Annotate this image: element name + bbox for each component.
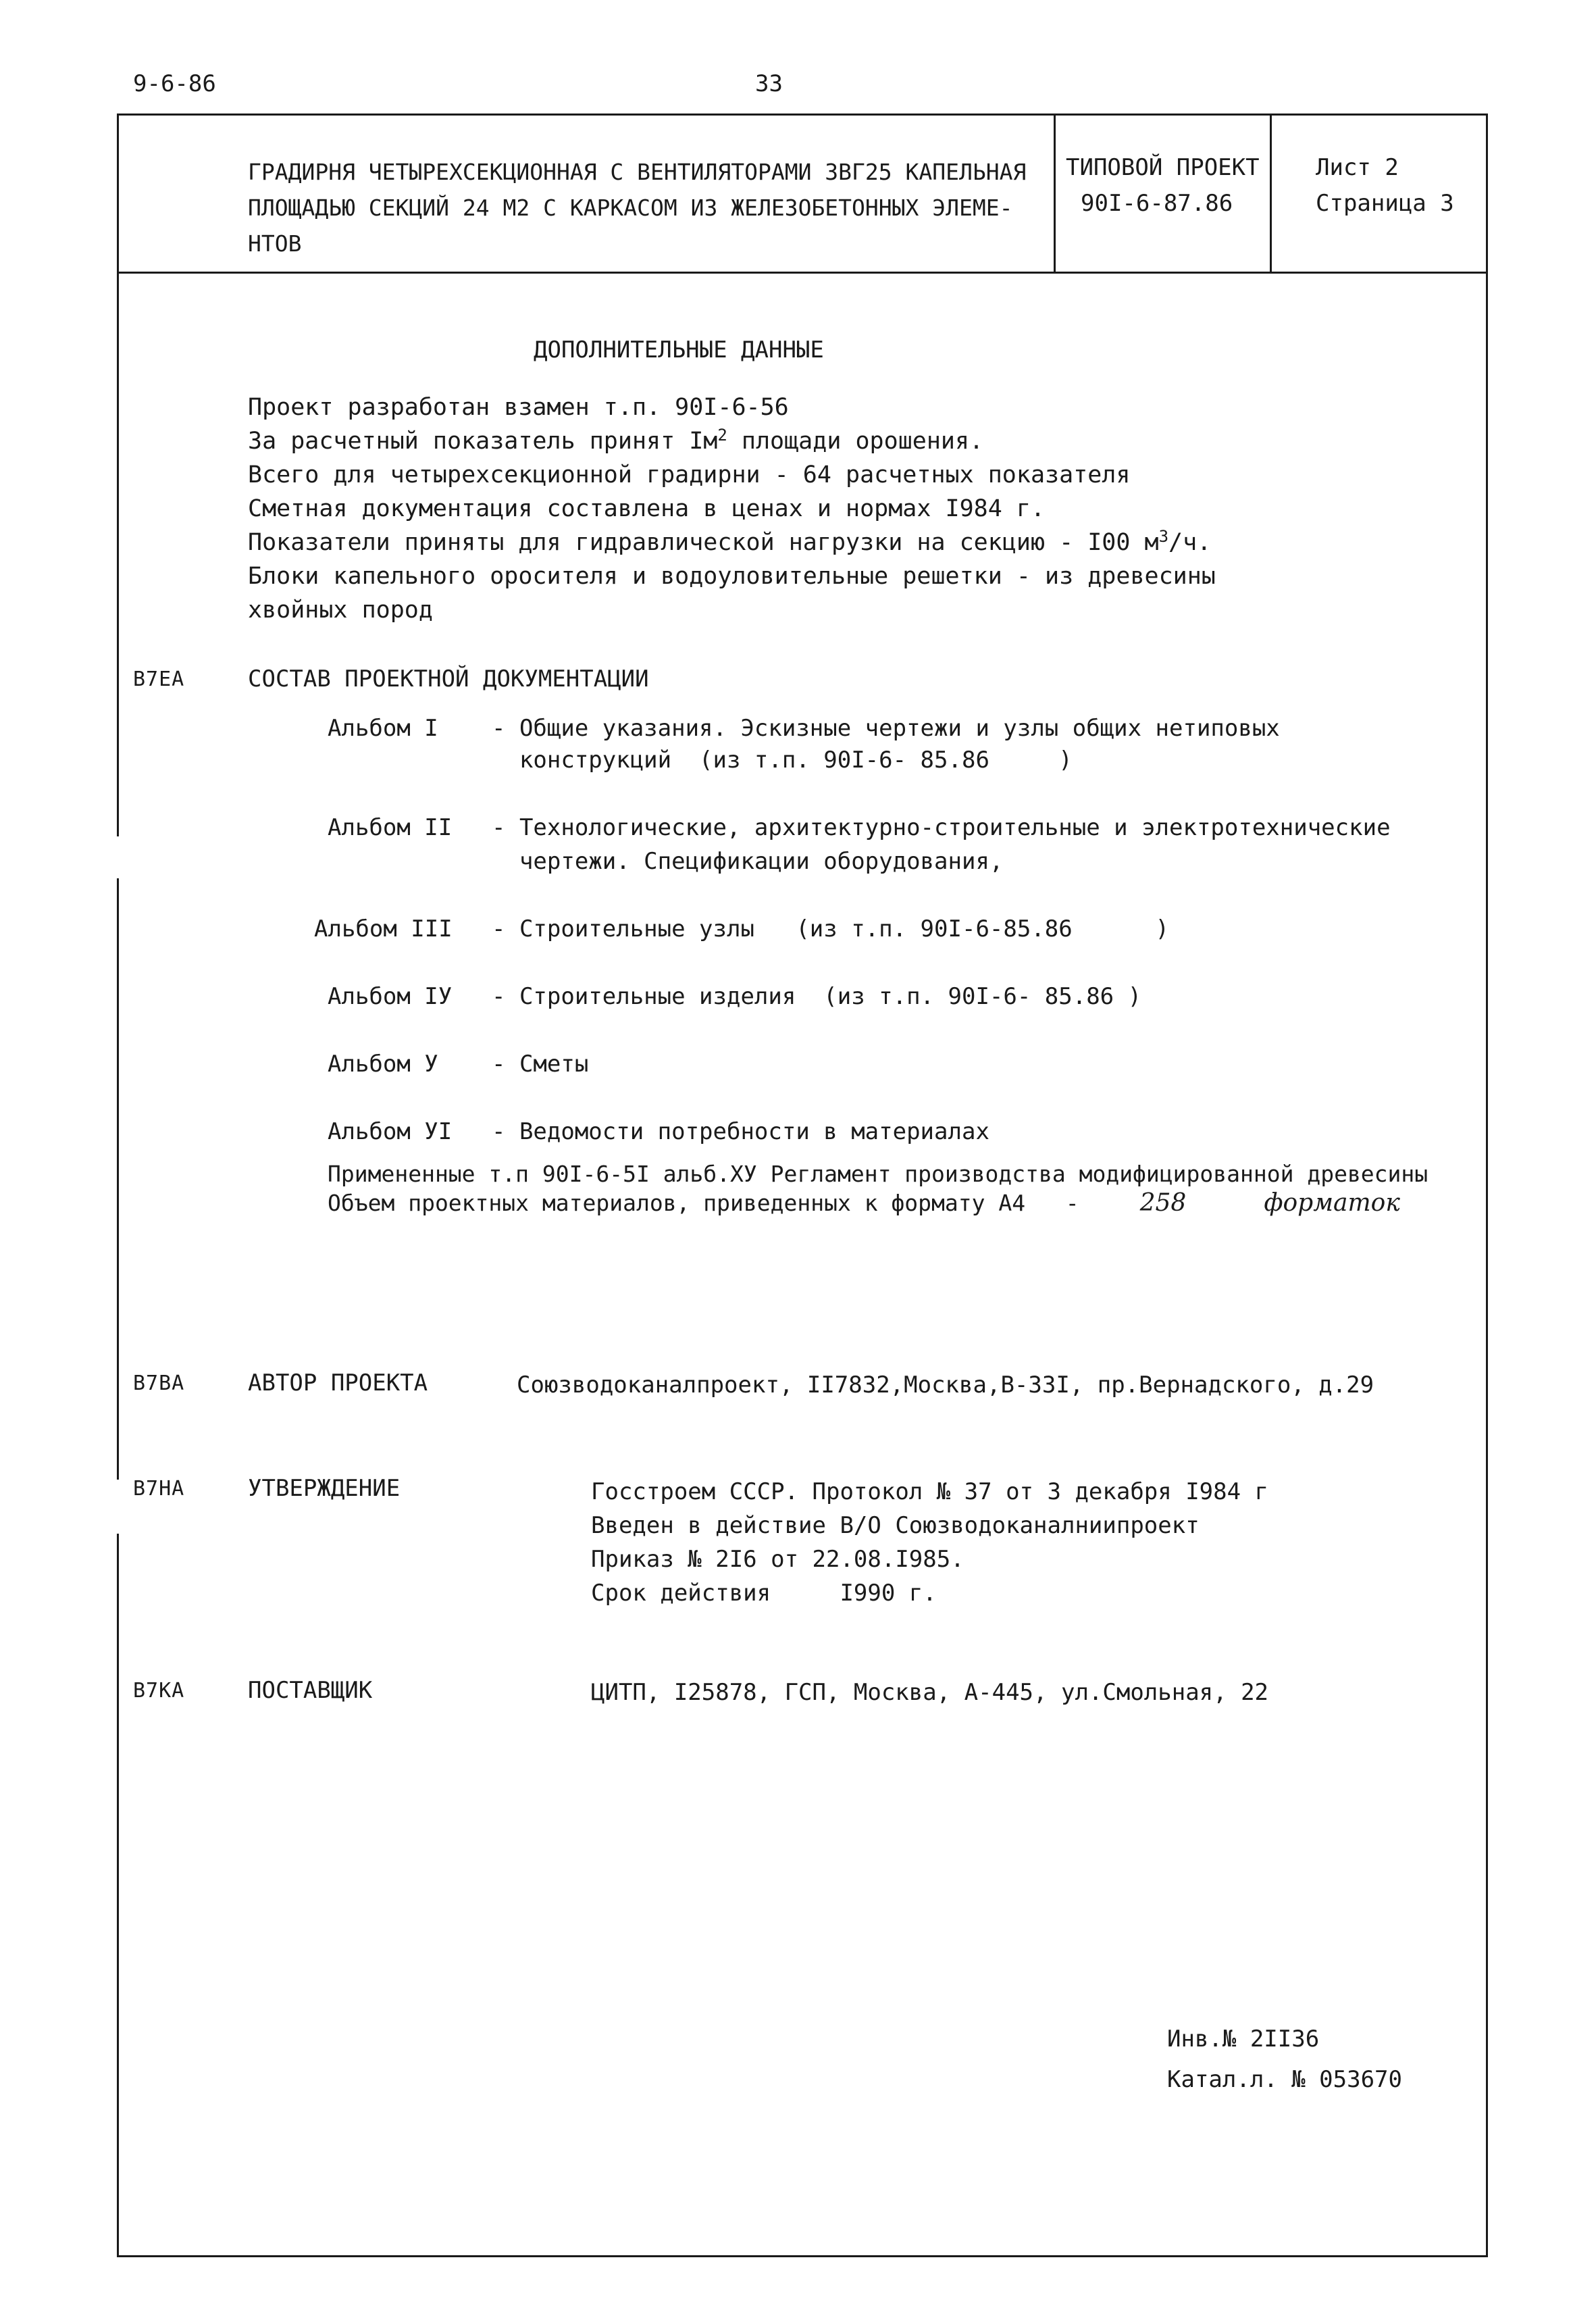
header-title-line: НТОВ [248,230,302,257]
frame-left-3 [117,1534,119,2257]
page-number: 33 [755,70,783,97]
superscript: 3 [1158,527,1169,546]
approval-line: Срок действия I990 г. [591,1580,937,1607]
page-label: Страница 3 [1316,190,1454,217]
approval-line: Приказ № 2I6 от 22.08.I985. [591,1546,964,1573]
album-desc-line: чертежи. Спецификации оборудования, [492,848,1004,875]
approval-line: Введен в действие В/О Союзводоканалниипроект [591,1512,1200,1539]
approval-code: В7НА [133,1477,185,1501]
author-code: В7ВА [133,1372,185,1395]
author-value: Союзводоканалпроект, II7832,Москва,В-33I, пр.Вернадского, д.29 [517,1372,1374,1399]
project-label: ТИПОВОЙ ПРОЕКТ [1066,154,1260,181]
additional-line [248,424,1216,458]
album-desc-line: - Строительные изделия (из т.п. 90I-6- 85.86 ) [492,983,1142,1010]
applied-projects: Примененные т.п 90I-6-5I альб.ХУ Регламент производства модифицированной древесины [328,1161,1428,1187]
header-divider-1 [1054,114,1056,273]
additional-line-text: /ч. [1168,529,1212,556]
additional-line: Всего для четырехсекционной градирни - 64 расчетных показателя [248,461,1131,488]
album-desc-line: - Общие указания. Эскизные чертежи и узлы общих нетиповых [492,715,1280,742]
frame-left-2 [117,878,119,1480]
additional-block [248,391,1216,627]
frame-left-1 [117,114,119,836]
approval-block [591,1475,1268,1610]
additional-line: Проект разработан взамен т.п. 90I-6-56 [248,394,789,421]
album-name: Альбом У [328,1051,438,1078]
album-desc-line: - Ведомости потребности в материалах [492,1118,989,1145]
supplier-code: В7КА [133,1679,185,1703]
album-name: Альбом II [328,814,453,841]
project-number: 90I-6-87.86 [1081,190,1233,217]
inventory-number: Инв.№ 2II36 [1167,2026,1320,2053]
additional-heading: ДОПОЛНИТЕЛЬНЫЕ ДАННЫЕ [534,336,824,363]
volume-line [328,1189,1400,1217]
header-divider-2 [1270,114,1272,273]
approval-title: УТВЕРЖДЕНИЕ [248,1475,401,1502]
doc-code: 9-6-86 [133,70,216,97]
additional-line: Сметная документация составлена в ценах и нормах I984 г. [248,495,1046,522]
approval-line: Госстроем СССР. Протокол № 37 от 3 декабря I984 г [591,1478,1269,1505]
additional-line-text: За расчетный показатель принят Iм [248,428,718,455]
composition-title: СОСТАВ ПРОЕКТНОЙ ДОКУМЕНТАЦИИ [248,665,649,693]
album-desc-line: конструкций (из т.п. 90I-6- 85.86 ) [492,747,1073,774]
volume-count: 258 [1139,1189,1187,1217]
frame-right [1486,114,1488,2257]
header-bottom-line [117,272,1488,274]
album-name: Альбом IУ [328,983,453,1010]
volume-text: Объем проектных материалов, приведенных к формату А4 - [328,1190,1079,1216]
album-name: Альбом III [314,915,453,942]
frame-top [117,114,1488,116]
supplier-value: ЦИТП, I25878, ГСП, Москва, А-445, ул.Смольная, 22 [591,1679,1269,1706]
catalog-number: Катал.л. № 053670 [1167,2066,1402,2093]
album-desc-line: - Сметы [492,1051,589,1078]
additional-line: хвойных пород [248,597,433,624]
header-title-line: ПЛОЩАДЬЮ СЕКЦИЙ 24 М2 С КАРКАСОМ ИЗ ЖЕЛЕЗОБЕТОННЫХ ЭЛЕМЕ- [248,195,1013,221]
volume-unit: форматок [1264,1189,1400,1217]
additional-line-text: площади орошения. [727,428,984,455]
album-name: Альбом УI [328,1118,453,1145]
additional-line: Блоки капельного оросителя и водоуловительные решетки - из древесины [248,563,1216,590]
author-title: АВТОР ПРОЕКТА [248,1369,428,1397]
superscript: 2 [717,426,727,445]
album-name: Альбом I [328,715,438,742]
album-desc-line: - Технологические, архитектурно-строительные и электротехнические [492,814,1391,841]
sheet-label: Лист 2 [1316,154,1399,181]
header-title-line: ГРАДИРНЯ ЧЕТЫРЕХСЕКЦИОННАЯ С ВЕНТИЛЯТОРАМИ 3ВГ25 КАПЕЛЬНАЯ [248,159,1027,185]
composition-code: В7ЕА [133,668,185,691]
header-title [248,154,1026,261]
supplier-title: ПОСТАВЩИК [248,1677,373,1704]
frame-bottom [117,2255,1488,2257]
album-desc-line: - Строительные узлы (из т.п. 90I-6-85.86 ) [492,915,1170,942]
additional-line-text: Показатели приняты для гидравлической нагрузки на секцию - I00 м [248,529,1159,556]
additional-line [248,526,1216,559]
